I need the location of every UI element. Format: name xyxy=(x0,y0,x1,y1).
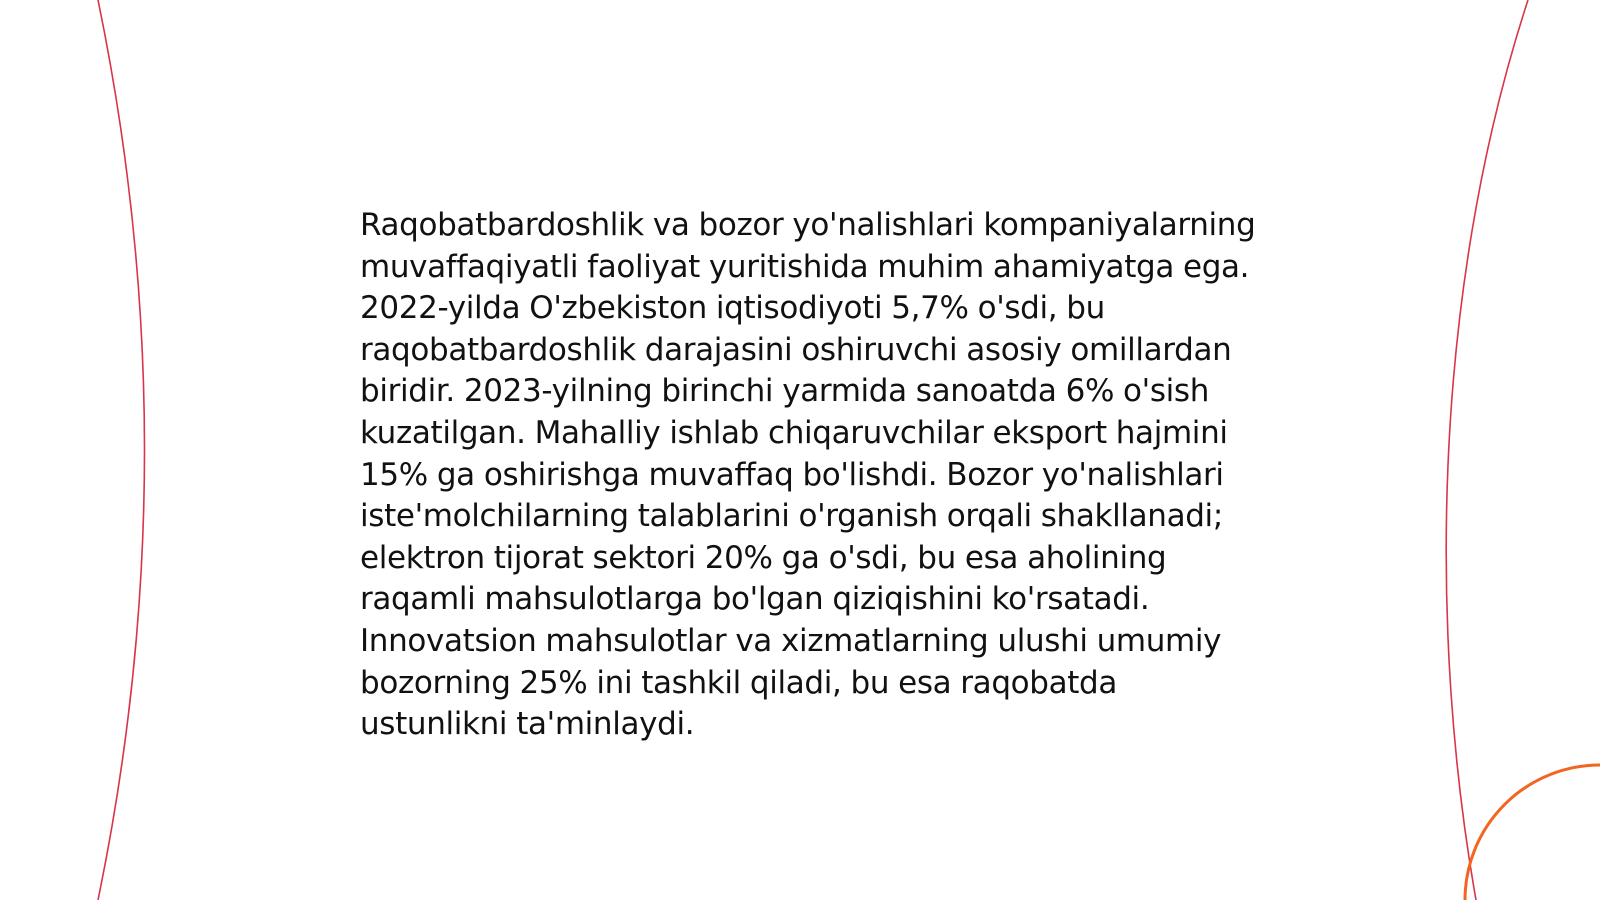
bottom-right-circle xyxy=(1465,765,1600,900)
left-arc xyxy=(98,0,145,900)
slide-paragraph: Raqobatbardoshlik va bozor yo'nalishlari kompaniyalarning muvaffaqiyatli faoliyat yuritishida muhim ahamiyatga ega. 2022-yilda O'zbekiston iqtisodiyoti 5,7% o'sdi, bu raqobatbardoshlik darajasini oshiruvchi asosiy omillardan biridir. 2023-yilning birinchi yarmida sanoatda 6% o'sish kuzatilgan. Mahalliy ishlab chiqaruvchilar eksport hajmini 15% ga oshirishga muvaffaq bo'lishdi. Bozor yo'nalishlari iste'molchilarning talablarini o'rganish orqali shakllanadi; elektron tijorat sektori 20% ga o'sdi, bu esa aholining raqamli mahsulotlarga bo'lgan qiziqishini ko'rsatadi. Innovatsion mahsulotlar va xizmatlarning ulushi umumiy bozorning 25% ini tashkil qiladi, bu esa raqobatda ustunlikni ta'minlaydi. xyxy=(360,207,1256,743)
right-arc xyxy=(1446,0,1528,900)
